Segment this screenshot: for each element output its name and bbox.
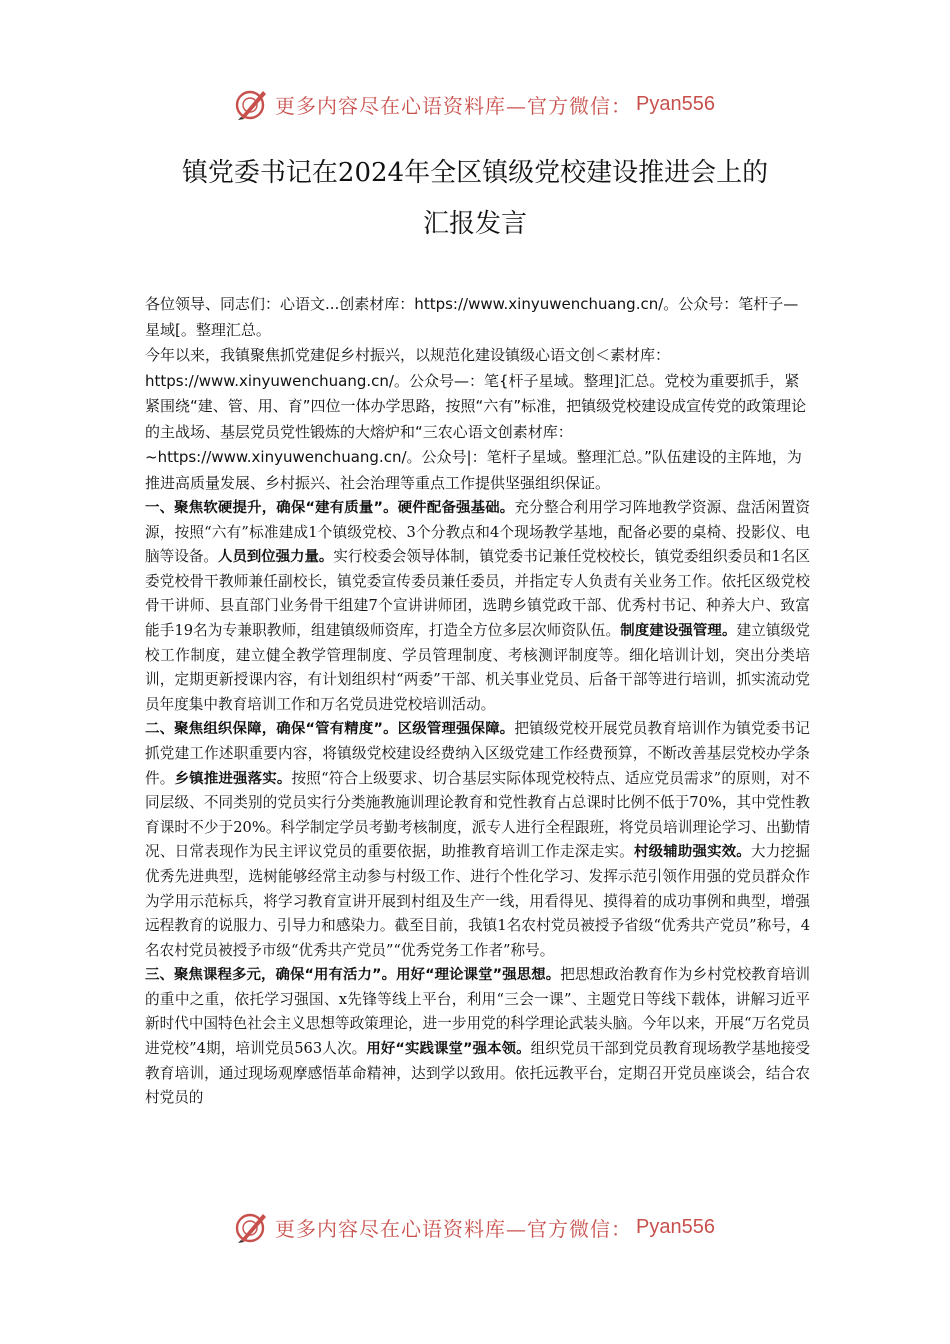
pen-logo-icon: [235, 87, 269, 121]
section-1-text-1: 充分整合利用学习阵地教学资源、盘活闲置资源，按照“六有”标准建成1个镇级党校、3个分教点和4个现场教学基地，配备必要的桌椅、投影仪、电脑等设备。: [145, 499, 810, 566]
pen-logo-icon: [235, 1210, 269, 1244]
section-3-sub-1: 用好“理论课堂”强思想。: [396, 967, 561, 984]
salutation: 各位领导、同志们：心语文...创素材库：https://www.xinyuwenchuang.cn/。公众号：笔杆子—星域[。整理汇总。: [145, 295, 799, 339]
section-2: [145, 717, 810, 963]
banner-text: 更多内容尽在心语资料库—官方微信：: [275, 93, 633, 118]
banner-text: 更多内容尽在心语资料库—官方微信：: [275, 1216, 633, 1241]
section-1-text-2: 实行校委会领导体制，镇党委书记兼任党校校长，镇党委组织委员和1名区委党校骨干教师兼任副校长，镇党委宣传委员兼任委员，并指定专人负责有关业务工作。依托区级党校骨干讲师、县直部门业务骨干组建7个宣讲讲师团，选聘乡镇党政干部、优秀村书记、种养大户、致富能手19名为专兼职教师，组建镇级师资库，打造全方位多层次师资队伍。: [145, 548, 810, 639]
banner-wechat-id: Pyan556: [636, 1215, 715, 1238]
footer-banner: [0, 1205, 950, 1249]
section-1-heading: 一、聚焦软硬提升，确保“建有质量”。: [145, 500, 398, 516]
section-2-text-1: 把镇级党校开展党员教育培训作为镇党委书记抓党建工作述职重要内容，将镇级党校建设经费纳入区级党建工作经费预算，不断改善基层党校办学条件。: [145, 720, 810, 787]
section-1-sub-3: 制度建设强管理。: [620, 622, 737, 639]
header-banner: [0, 82, 950, 126]
intro-paragraph: 今年以来，我镇聚焦抓党建促乡村振兴，以规范化建设镇级心语文创＜素材库：https://www.xinyuwenchuang.cn/。公众号—：笔{杆子星域。整理]汇总。党校为重要抓手，紧紧围绕“建、管、用、育”四位一体办学思路，按照“六有”标准，把镇级党校建设成宣传党的政策理论的主战场、基层党员党性锻炼的大熔炉和“三农心语文创素材库：~https://www.xinyuwenchuang.cn/。公众号|：笔杆子星域。整理汇总。”队伍建设的主阵地，为推进高质量发展、乡村振兴、社会治理等重点工作提供坚强组织保证。: [145, 346, 807, 492]
title-line-2: 汇报发言: [422, 209, 527, 239]
section-2-sub-1: 区级管理强保障。: [397, 721, 515, 738]
title-line-1: 镇党委书记在2024年全区镇级党校建设推进会上的: [181, 158, 769, 188]
section-2-sub-3: 村级辅助强实效。: [634, 844, 751, 861]
section-2-sub-2: 乡镇推进强落实。: [174, 770, 292, 787]
document-body: [145, 292, 810, 1111]
section-3-heading: 三、聚焦课程多元，确保“用有活力”。: [145, 967, 397, 984]
section-2-text-2: 按照“符合上级要求、切合基层实际体现党校特点、适应党员需求”的原则，对不同层级、不同类别的党员实行分类施教施训理论教育和党性教育占总课时比例不低于70%，其中党性教育课时不少于20%。科学制定学员考勤考核制度，派专人进行全程跟班，将党员培训理论学习、出勤情况、日常表现作为民主评议党员的重要依据，助推教育培训工作走深走实。: [145, 769, 810, 861]
section-2-text-3: 大力挖掘优秀先进典型，选树能够经常主动参与村级工作、进行个性化学习、发挥示范引领作用强的党员群众作为学用示范标兵，将学习教育宣讲开展到村组及生产一线，用看得见、摸得着的成功事例和典型，增强远程教育的说服力、引导力和感染力。截至目前，我镇1名农村党员被授予省级“优秀共产党员”称号，4名农村党员被授予市级“优秀共产党员”“优秀党务工作者”称号。: [145, 843, 810, 959]
section-1-text-3: 建立镇级党校工作制度，建立健全教学管理制度、学员管理制度、考核测评制度等。细化培训计划，突出分类培训，定期更新授课内容，有计划组织村“两委”干部、机关事业党员、后备干部等进行培训，抓实流动党员年度集中教育培训工作和万名党员进党校培训活动。: [145, 621, 810, 713]
section-3-text-2: 组织党员干部到党员教育现场教学基地接受教育培训，通过现场观摩感悟革命精神，达到学以致用。依托远教平台，定期召开党员座谈会，结合农村党员的: [145, 1040, 810, 1107]
document-title: [140, 148, 810, 250]
section-3-text-1: 把思想政治教育作为乡村党校教育培训的重中之重，依托学习强国、x先锋等线上平台，利用“三会一课”、主题党日等线下载体，讲解习近平新时代中国特色社会主义思想等政策理论，进一步用党的科学理论武装头脑。今年以来，开展“万名党员进党校”4期，培训党员563人次。: [145, 966, 810, 1058]
section-3: [145, 963, 810, 1111]
section-1-sub-2: 人员到位强力量。: [218, 549, 334, 566]
banner-wechat-id: Pyan556: [636, 92, 715, 115]
section-1-sub-1: 硬件配备强基础。: [397, 500, 515, 516]
section-2-heading: 二、聚焦组织保障，确保“管有精度”。: [145, 721, 398, 738]
section-1: [145, 496, 810, 717]
section-3-sub-2: 用好“实践课堂”强本领。: [366, 1041, 531, 1058]
